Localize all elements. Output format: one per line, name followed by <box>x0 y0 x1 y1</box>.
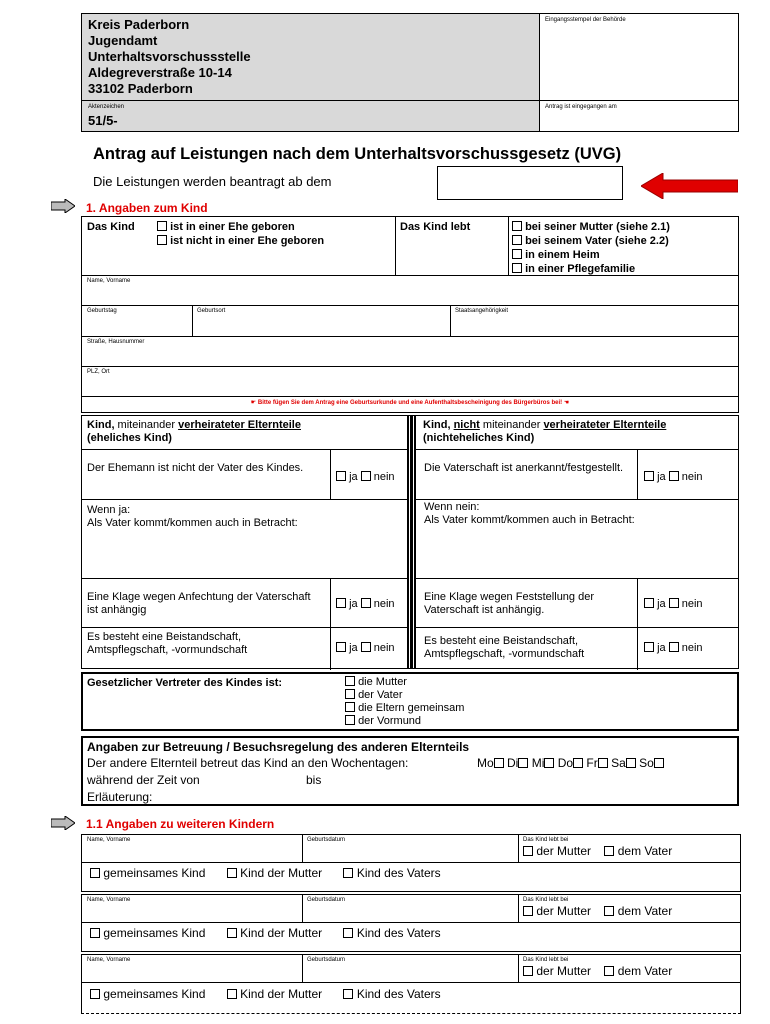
ja-checkbox[interactable] <box>644 471 654 481</box>
care-line2: während der Zeit von <box>87 773 200 787</box>
married-q1: Der Ehemann ist nicht der Vater des Kindes. <box>87 462 304 474</box>
checkbox[interactable] <box>604 846 614 856</box>
married-q3-yesno[interactable]: ja nein <box>336 598 395 610</box>
name-field-label: Name, Vorname <box>87 837 131 843</box>
address-line: Kreis Paderborn <box>88 17 190 32</box>
married-heading: Kind, miteinander verheirateter Elternteile (eheliches Kind) <box>87 419 301 444</box>
guardian-option[interactable]: der Vater <box>345 689 403 702</box>
start-date-prompt: Die Leistungen werden beantragt ab dem <box>93 174 332 189</box>
stamp-box <box>539 13 739 101</box>
page-title: Antrag auf Leistungen nach dem Unterhaltsvorschussgesetz (UVG) <box>93 145 622 163</box>
name-field-label: Name, Vorname <box>87 957 131 963</box>
aktenzeichen-box[interactable] <box>81 100 540 132</box>
guardian-option[interactable]: die Eltern gemeinsam <box>345 702 464 715</box>
checkbox[interactable] <box>598 758 608 768</box>
other-child-block <box>81 834 741 892</box>
birthday-label: Geburtstag <box>87 308 117 314</box>
parents-status-box <box>81 415 739 669</box>
checkbox[interactable] <box>343 868 353 878</box>
child-name-field[interactable] <box>82 276 738 305</box>
child-data-box <box>81 216 739 413</box>
checkbox[interactable] <box>345 689 355 699</box>
nationality-label: Staatsangehörigkeit <box>455 308 509 314</box>
das-kind-label: Das Kind <box>87 221 135 233</box>
checkbox[interactable] <box>157 235 167 245</box>
checkbox[interactable] <box>523 906 533 916</box>
nein-checkbox[interactable] <box>361 642 371 652</box>
living-option[interactable]: in einem Heim <box>512 249 600 262</box>
marriage-option[interactable]: ist nicht in einer Ehe geboren <box>157 235 324 248</box>
checkbox[interactable] <box>544 758 554 768</box>
nein-checkbox[interactable] <box>669 598 679 608</box>
unmarried-q3-yesno[interactable]: ja nein <box>644 598 703 610</box>
checkbox[interactable] <box>494 758 504 768</box>
section-1-heading: 1. Angaben zum Kind <box>86 201 208 215</box>
checkbox[interactable] <box>345 715 355 725</box>
checkbox[interactable] <box>512 221 522 231</box>
birthdate-label: Geburtsdatum <box>307 837 346 843</box>
checkbox[interactable] <box>90 868 100 878</box>
unmarried-q2[interactable]: Wenn nein: Als Vater kommt/kommen auch in Betracht: <box>424 501 635 526</box>
guardian-label: Gesetzlicher Vertreter des Kindes ist: <box>87 677 283 689</box>
checkbox[interactable] <box>654 758 664 768</box>
relation-options[interactable]: gemeinsames Kind Kind der Mutter Kind des Vaters <box>90 867 441 880</box>
other-child-block <box>81 954 741 1014</box>
birthplace-label: Geburtsort <box>197 308 226 314</box>
ja-checkbox[interactable] <box>644 598 654 608</box>
nein-checkbox[interactable] <box>361 598 371 608</box>
received-label: Antrag ist eingegangen am <box>545 104 617 110</box>
living-option[interactable]: in einer Pflegefamilie <box>512 263 635 276</box>
checkbox[interactable] <box>512 263 522 273</box>
checkbox[interactable] <box>343 928 353 938</box>
checkbox[interactable] <box>512 249 522 259</box>
header-address-box <box>81 13 540 101</box>
nein-checkbox[interactable] <box>361 471 371 481</box>
marriage-option[interactable]: ist in einer Ehe geboren <box>157 221 295 234</box>
checkbox[interactable] <box>345 676 355 686</box>
weekday-checkboxes[interactable]: Mo Di Mi Do Fr Sa So <box>477 756 664 770</box>
lives-with-label: Das Kind lebt bei <box>523 837 569 843</box>
checkbox[interactable] <box>626 758 636 768</box>
section-1-1-heading: 1.1 Angaben zu weiteren Kindern <box>86 817 275 831</box>
care-bis: bis <box>306 773 322 787</box>
checkbox[interactable] <box>523 966 533 976</box>
unmarried-q4: Es besteht eine Beistandschaft, Amtspflegschaft, -vormundschaft <box>424 635 585 660</box>
relation-options[interactable]: gemeinsames Kind Kind der Mutter Kind des Vaters <box>90 988 441 1001</box>
checkbox[interactable] <box>227 989 237 999</box>
section-pointer-icon <box>51 199 75 213</box>
unmarried-q3: Eine Klage wegen Feststellung der Vaterschaft ist anhängig. <box>424 591 594 616</box>
ja-checkbox[interactable] <box>336 471 346 481</box>
lives-with-options[interactable]: der Mutter dem Vater <box>523 965 672 978</box>
relation-options[interactable]: gemeinsames Kind Kind der Mutter Kind des Vaters <box>90 927 441 940</box>
living-option[interactable]: bei seiner Mutter (siehe 2.1) <box>512 221 670 234</box>
lives-with-options[interactable]: der Mutter dem Vater <box>523 845 672 858</box>
checkbox[interactable] <box>518 758 528 768</box>
unmarried-q4-yesno[interactable]: ja nein <box>644 642 703 654</box>
address-line: 33102 Paderborn <box>88 81 193 96</box>
lives-with-options[interactable]: der Mutter dem Vater <box>523 905 672 918</box>
nein-checkbox[interactable] <box>669 471 679 481</box>
lives-with-label: Das Kind lebt bei <box>523 897 569 903</box>
living-option[interactable]: bei seinem Vater (siehe 2.2) <box>512 235 669 248</box>
city-label: PLZ, Ort <box>87 369 110 375</box>
care-line1: Der andere Elternteil betreut das Kind an den Wochentagen: <box>87 756 409 770</box>
care-line3[interactable]: Erläuterung: <box>87 790 153 804</box>
stamp-label: Eingangsstempel der Behörde <box>545 17 626 23</box>
checkbox[interactable] <box>512 235 522 245</box>
guardian-option[interactable]: die Mutter <box>345 676 407 689</box>
address-line: Aldegreverstraße 10-14 <box>88 65 232 80</box>
aktenzeichen-label: Aktenzeichen <box>88 104 125 110</box>
checkbox[interactable] <box>343 989 353 999</box>
ja-checkbox[interactable] <box>336 598 346 608</box>
hand-pointer-icon: ☚ <box>563 400 570 406</box>
checkbox[interactable] <box>157 221 167 231</box>
aktenzeichen-value: 51/5- <box>88 113 118 128</box>
checkbox[interactable] <box>90 928 100 938</box>
documents-notice: ☛ Bitte fügen Sie dem Antrag eine Geburtsurkunde und eine Aufenthaltsbescheinigung des Bürgerbüros bei! ☚ <box>250 400 570 406</box>
checkbox[interactable] <box>573 758 583 768</box>
section-pointer-icon <box>51 816 75 830</box>
street-label: Straße, Hausnummer <box>87 339 145 345</box>
checkbox[interactable] <box>604 906 614 916</box>
ja-checkbox[interactable] <box>336 642 346 652</box>
checkbox[interactable] <box>227 928 237 938</box>
unmarried-q1-yesno[interactable]: ja nein <box>644 471 703 483</box>
address-line: Unterhaltsvorschussstelle <box>88 49 251 64</box>
checkbox[interactable] <box>604 966 614 976</box>
hand-pointer-icon: ☛ <box>250 400 257 406</box>
street-field[interactable] <box>82 337 738 366</box>
care-heading: Angaben zur Betreuung / Besuchsregelung des anderen Elternteils <box>87 740 470 754</box>
guardian-option[interactable]: der Vormund <box>345 715 421 728</box>
birthdate-label: Geburtsdatum <box>307 957 346 963</box>
lives-with-label: Das Kind lebt bei <box>523 957 569 963</box>
married-q4: Es besteht eine Beistandschaft, Amtspflegschaft, -vormundschaft <box>87 631 248 656</box>
unmarried-q1: Die Vaterschaft ist anerkannt/festgestellt. <box>424 462 624 474</box>
name-field-label: Name, Vorname <box>87 278 131 284</box>
name-field-label: Name, Vorname <box>87 897 131 903</box>
married-q2[interactable]: Wenn ja: Als Vater kommt/kommen auch in Betracht: <box>87 504 298 529</box>
unmarried-heading: Kind, nicht miteinander verheirateter Elternteile (nichteheliches Kind) <box>423 419 667 444</box>
care-box <box>81 736 739 806</box>
other-child-block <box>81 894 741 952</box>
start-date-field[interactable] <box>437 166 623 200</box>
address-line: Jugendamt <box>88 33 158 48</box>
married-q1-yesno[interactable]: ja nein <box>336 471 395 483</box>
checkbox[interactable] <box>345 702 355 712</box>
checkbox[interactable] <box>227 868 237 878</box>
ja-checkbox[interactable] <box>644 642 654 652</box>
birthdate-label: Geburtsdatum <box>307 897 346 903</box>
received-date-box[interactable] <box>539 100 739 132</box>
city-field[interactable] <box>82 367 738 396</box>
nein-checkbox[interactable] <box>669 642 679 652</box>
checkbox[interactable] <box>523 846 533 856</box>
authority-address <box>88 17 251 97</box>
checkbox[interactable] <box>90 989 100 999</box>
married-q3: Eine Klage wegen Anfechtung der Vaterschaft ist anhängig <box>87 591 311 616</box>
guardian-box <box>81 672 739 731</box>
married-q4-yesno[interactable]: ja nein <box>336 642 395 654</box>
red-arrow-left-icon <box>641 173 738 199</box>
das-kind-lebt-label: Das Kind lebt <box>400 221 471 233</box>
